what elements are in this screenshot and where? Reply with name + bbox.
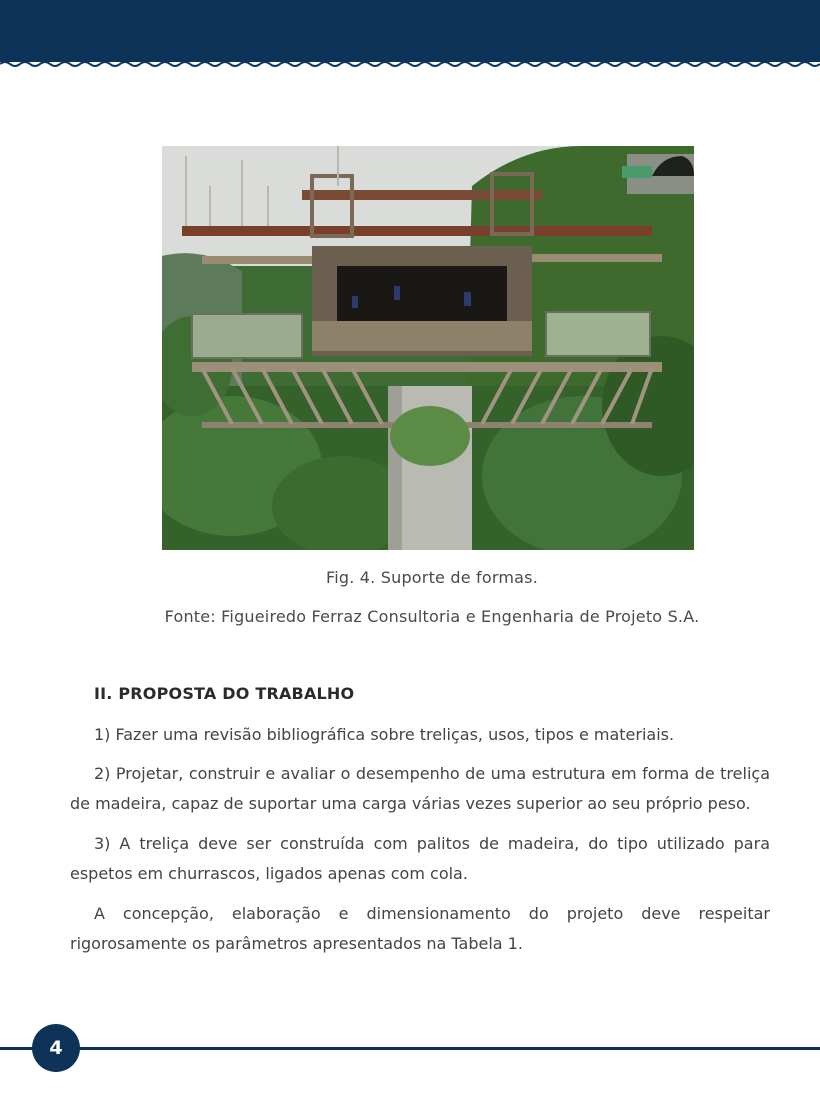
figure-source: Fonte: Figueiredo Ferraz Consultoria e Engenharia de Projeto S.A.: [164, 607, 700, 626]
paragraph-item-2: 2) Projetar, construir e avaliar o desempenho de uma estrutura em forma de treliça de madeira, capaz de suportar uma carga várias vezes superior ao seu próprio peso.: [70, 764, 770, 813]
header-wave-decoration: [0, 58, 820, 72]
page-number-badge: 4: [32, 1024, 80, 1072]
figure-caption: Fig. 4. Suporte de formas.: [325, 568, 538, 587]
footer-rule: [0, 1047, 820, 1050]
section-heading: II. PROPOSTA DO TRABALHO: [94, 684, 355, 703]
paragraph-conclusion: A concepção, elaboração e dimensionamento do projeto deve respeitar rigorosamente os parâmetros apresentados na Tabela 1.: [70, 904, 770, 953]
paragraph-item-1: 1) Fazer uma revisão bibliográfica sobre treliças, usos, tipos e materiais.: [94, 725, 675, 744]
paragraph-item-3: 3) A treliça deve ser construída com palitos de madeira, do tipo utilizado para espetos em churrascos, ligados apenas com cola.: [70, 834, 770, 883]
bridge-formwork-photo: [162, 146, 694, 550]
header-band: [0, 0, 820, 62]
